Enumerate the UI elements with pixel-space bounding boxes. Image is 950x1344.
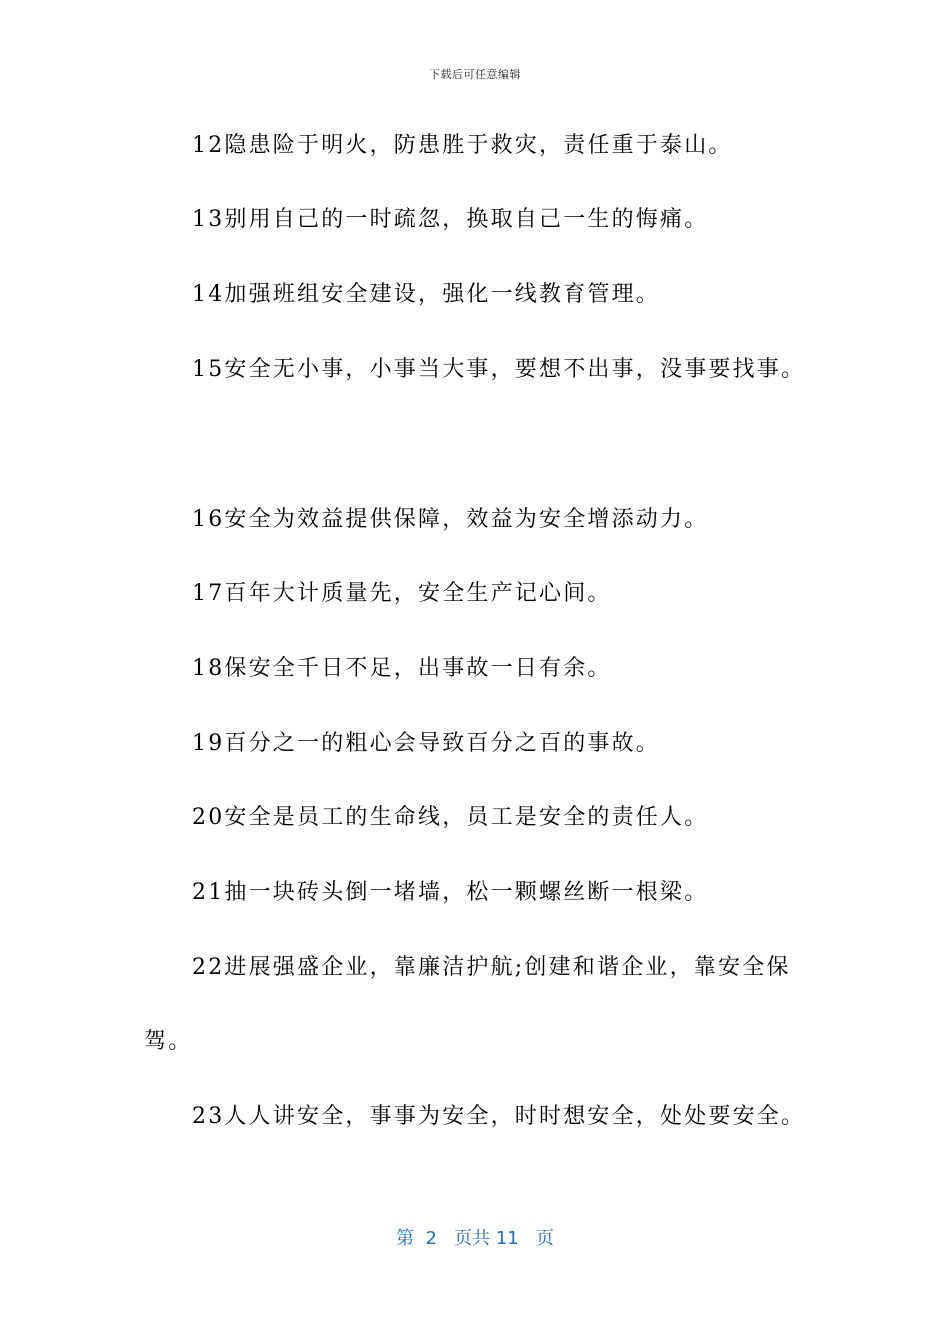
slogan-line-19: 19百分之一的粗心会导致百分之百的事故。 xyxy=(192,731,660,756)
footer-middle: 页共 xyxy=(454,1228,491,1249)
slogan-line-13: 13别用自己的一时疏忽，换取自己一生的悔痛。 xyxy=(192,207,709,232)
footer-suffix: 页 xyxy=(535,1228,554,1249)
slogan-line-22: 22进展强盛企业，靠廉洁护航;创建和谐企业，靠安全保 xyxy=(192,955,791,980)
slogan-line-15: 15安全无小事，小事当大事，要想不出事，没事要找事。 xyxy=(192,357,806,382)
slogan-line-12: 12隐患险于明火，防患胜于救灾，责任重于泰山。 xyxy=(192,133,733,158)
footer-prefix: 第 xyxy=(396,1228,415,1249)
page-footer xyxy=(0,1224,950,1250)
footer-total-pages: 11 xyxy=(495,1228,519,1249)
slogan-line-20: 20安全是员工的生命线，员工是安全的责任人。 xyxy=(192,805,709,830)
slogan-line-22-continued: 驾。 xyxy=(144,1029,193,1054)
page-header: 下载后可任意编辑 xyxy=(429,68,521,81)
slogan-line-18: 18保安全千日不足，出事故一日有余。 xyxy=(192,656,612,681)
slogan-line-14: 14加强班组安全建设，强化一线教育管理。 xyxy=(192,282,660,307)
footer-page-number: 2 xyxy=(425,1228,437,1249)
slogan-line-16: 16安全为效益提供保障，效益为安全增添动力。 xyxy=(192,507,709,532)
slogan-line-21: 21抽一块砖头倒一堵墙，松一颗螺丝断一根梁。 xyxy=(192,880,709,905)
slogan-line-17: 17百年大计质量先，安全生产记心间。 xyxy=(192,581,612,606)
slogan-line-23: 23人人讲安全，事事为安全，时时想安全，处处要安全。 xyxy=(192,1104,806,1129)
